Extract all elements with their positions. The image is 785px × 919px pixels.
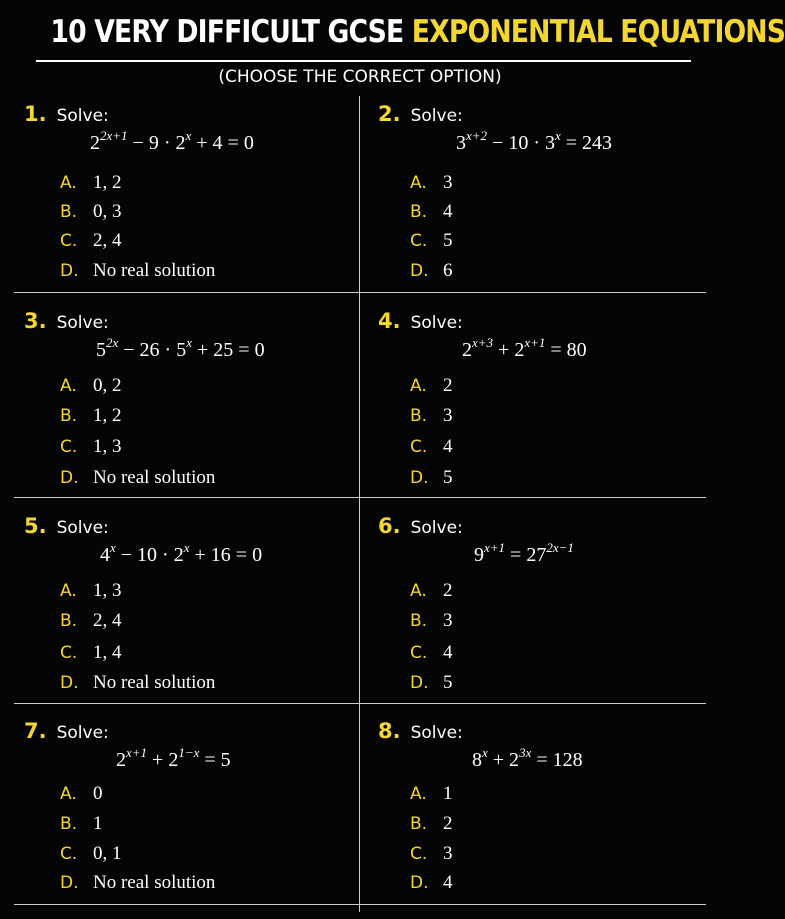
option-d[interactable] [60,672,215,694]
option-value: 6 [443,260,453,281]
eq-exponent: x [555,128,561,143]
eq-exponent: x+2 [466,128,488,143]
option-c[interactable] [60,230,122,252]
question-header [24,309,109,333]
option-value: 4 [443,436,453,457]
eq-term: 4 [100,544,110,566]
option-value: 1, 3 [93,436,122,457]
option-value: No real solution [93,672,216,693]
question-prompt: Solve: [410,723,463,743]
option-letter: D. [410,673,429,693]
equation [472,745,583,772]
eq-term: = 80 [545,339,587,361]
equation [116,745,231,772]
question-number: 8. [378,719,401,743]
question-header [378,309,463,333]
option-letter: B. [410,611,428,631]
eq-term: + 2 [487,749,520,771]
option-letter: B. [60,814,78,834]
option-value: 4 [443,642,453,663]
eq-exponent: x+1 [126,745,148,760]
eq-term: = 27 [505,544,547,566]
eq-exponent: x+3 [472,335,494,350]
equation [100,540,263,567]
option-b[interactable] [60,813,103,835]
question-prompt: Solve: [56,518,109,538]
option-d[interactable] [410,672,453,694]
question-header [378,719,463,743]
page-title [50,14,785,50]
question-prompt: Solve: [410,313,463,333]
option-b[interactable] [410,813,453,835]
option-letter: B. [60,406,78,426]
option-value: 2, 4 [93,610,122,631]
option-letter: C. [410,643,428,663]
eq-term: = 128 [531,749,583,771]
equation [474,540,574,567]
eq-exponent: x [185,128,192,143]
question-header [378,514,463,538]
title-underline [36,60,691,62]
eq-term: 2 [462,339,472,361]
option-c[interactable] [410,230,453,252]
option-a[interactable] [410,375,453,397]
option-letter: A. [410,173,427,193]
option-b[interactable] [410,405,453,427]
question-number: 3. [24,309,47,333]
option-letter: A. [410,581,427,601]
option-letter: C. [60,231,78,251]
option-value: 1, 2 [93,172,122,193]
option-a[interactable] [410,783,453,805]
option-value: 4 [443,201,453,222]
option-letter: A. [60,784,77,804]
option-letter: D. [410,873,429,893]
eq-term: + 2 [147,749,179,771]
question-header [24,514,109,538]
option-letter: A. [60,376,77,396]
option-value: 3 [443,172,453,193]
option-b[interactable] [60,201,122,223]
option-letter: C. [60,643,78,663]
option-b[interactable] [60,405,122,427]
option-a[interactable] [410,580,453,602]
option-a[interactable] [60,580,122,602]
option-letter: B. [60,202,78,222]
option-value: 0, 1 [93,843,122,864]
eq-term: 3 [456,132,466,154]
option-value: No real solution [93,467,216,488]
option-d[interactable] [60,260,215,282]
option-c[interactable] [60,843,122,865]
option-letter: A. [410,784,427,804]
option-value: 3 [443,843,453,864]
equation [96,335,265,362]
equation [90,128,254,155]
eq-term: − 10 · 2 [115,544,184,566]
option-d[interactable] [410,872,453,894]
option-value: No real solution [93,260,216,281]
title-plain: 10 VERY DIFFICULT GCSE [50,14,404,50]
option-a[interactable] [60,172,122,194]
question-number: 4. [378,309,401,333]
eq-term: 9 [474,544,484,566]
eq-exponent: x+1 [524,335,546,350]
option-value: 1, 2 [93,405,122,426]
eq-term: 5 [96,339,106,361]
option-letter: D. [60,873,79,893]
option-d[interactable] [60,872,215,894]
option-value: 1 [93,813,103,834]
option-value: 2 [443,375,453,396]
option-letter: B. [410,406,428,426]
question-number: 1. [24,102,47,126]
eq-exponent: x+1 [484,540,506,555]
eq-term: − 10 · 3 [487,132,555,154]
option-letter: D. [60,468,79,488]
row-divider-1 [14,292,706,293]
row-divider-3 [14,703,706,704]
question-number: 7. [24,719,47,743]
option-letter: A. [410,376,427,396]
eq-term: 8 [472,749,482,771]
eq-exponent: 2x−1 [546,540,574,555]
eq-exponent: 3x [519,745,532,760]
option-value: 1 [443,783,453,804]
column-divider [359,96,360,912]
row-divider-2 [14,497,706,498]
option-b[interactable] [410,201,453,223]
option-value: 2 [443,580,453,601]
question-prompt: Solve: [56,723,109,743]
option-value: No real solution [93,872,216,893]
question-prompt: Solve: [410,518,463,538]
question-prompt: Solve: [410,106,463,126]
option-a[interactable] [60,783,103,805]
option-letter: D. [410,261,429,281]
option-letter: D. [60,673,79,693]
eq-term: + 16 = 0 [189,544,263,566]
option-value: 0 [93,783,103,804]
eq-term: 2 [90,132,100,154]
option-letter: C. [410,437,428,457]
option-letter: A. [60,581,77,601]
question-header [24,719,109,743]
option-letter: C. [410,844,428,864]
equation [456,128,613,155]
option-value: 0, 2 [93,375,122,396]
option-d[interactable] [60,467,215,489]
option-a[interactable] [410,172,453,194]
eq-term: − 9 · 2 [127,132,186,154]
option-d[interactable] [410,260,453,282]
option-letter: B. [410,202,428,222]
option-value: 2, 4 [93,230,122,251]
question-header [378,102,463,126]
equation [462,335,587,362]
option-value: 5 [443,230,453,251]
option-value: 3 [443,405,453,426]
eq-term: − 26 · 5 [118,339,187,361]
eq-term: + 2 [493,339,525,361]
option-value: 1, 4 [93,642,122,663]
option-letter: C. [60,437,78,457]
option-c[interactable] [60,436,122,458]
eq-exponent: x [110,540,116,555]
eq-exponent: 2x [106,335,119,350]
question-number: 5. [24,514,47,538]
row-divider-4 [14,904,706,905]
eq-term: = 243 [560,132,613,154]
eq-term: + 25 = 0 [192,339,265,361]
eq-exponent: 2x+1 [100,128,128,143]
option-value: 4 [443,872,453,893]
option-letter: D. [410,468,429,488]
option-c[interactable] [410,436,453,458]
option-c[interactable] [60,642,122,664]
option-d[interactable] [410,467,453,489]
option-value: 0, 3 [93,201,122,222]
option-letter: B. [410,814,428,834]
option-value: 5 [443,672,453,693]
question-prompt: Solve: [56,313,109,333]
eq-exponent: 1−x [178,745,200,760]
option-letter: C. [410,231,428,251]
eq-term: + 4 = 0 [191,132,254,154]
option-value: 2 [443,813,453,834]
eq-term: = 5 [199,749,231,771]
question-number: 2. [378,102,401,126]
eq-exponent: x [183,540,190,555]
option-c[interactable] [410,642,453,664]
option-a[interactable] [60,375,122,397]
question-number: 6. [378,514,401,538]
eq-exponent: x [186,335,193,350]
option-b[interactable] [410,610,453,632]
option-value: 3 [443,610,453,631]
question-prompt: Solve: [56,106,109,126]
option-letter: A. [60,173,77,193]
option-b[interactable] [60,610,122,632]
page-subtitle: (CHOOSE THE CORRECT OPTION) [218,67,502,87]
question-header [24,102,109,126]
option-letter: C. [60,844,78,864]
option-c[interactable] [410,843,453,865]
eq-exponent: x [482,745,488,760]
option-value: 1, 3 [93,580,122,601]
title-highlight: EXPONENTIAL EQUATIONS [411,14,785,50]
option-value: 5 [443,467,453,488]
option-letter: B. [60,611,78,631]
eq-term: 2 [116,749,126,771]
option-letter: D. [60,261,79,281]
